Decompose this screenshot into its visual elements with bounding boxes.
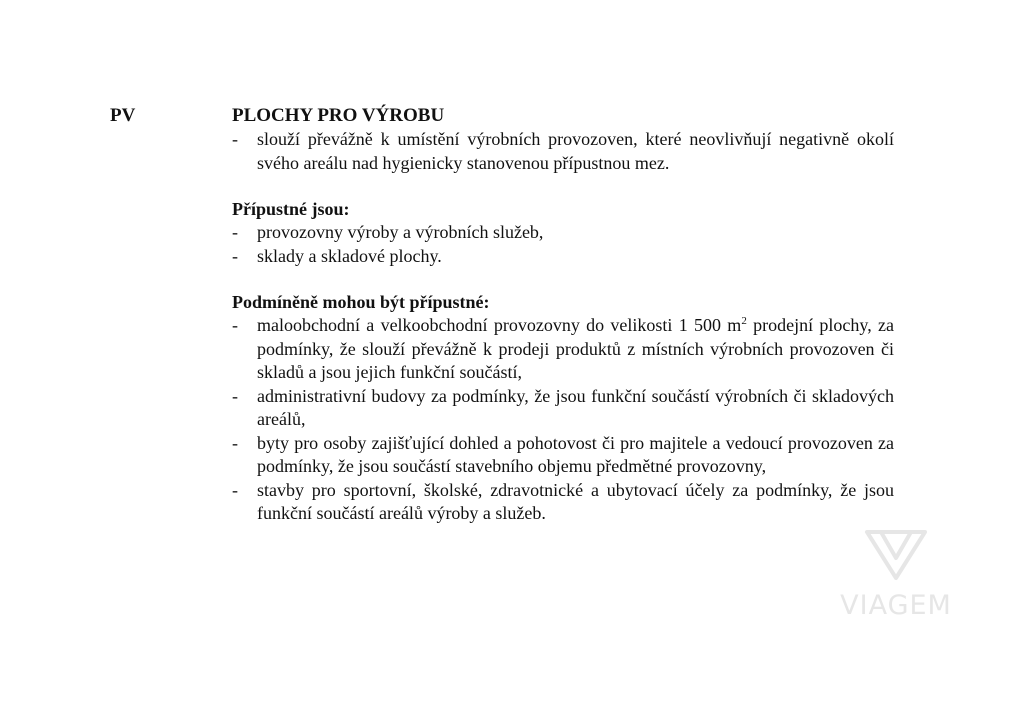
list-dash: - <box>232 222 238 242</box>
conditional-item-text-part: prodejní plochy, za podmínky, že slouží převážně k prodeji produktů z místních výrobních provozoven či skladů a jsou jejich funkční součástí, <box>257 315 894 382</box>
list-item <box>232 385 894 432</box>
list-item <box>232 245 894 269</box>
list-dash: - <box>232 129 238 149</box>
list-dash: - <box>232 432 238 453</box>
list-item <box>232 314 894 385</box>
permitted-section <box>232 197 894 268</box>
conditional-item-text: byty pro osoby zajišťující dohled a pohotovost či pro majitele a vedoucí provozoven za podmínky, že jsou součástí stavebního objemu předmětné provozovny, <box>257 432 894 476</box>
conditional-item-text: administrativní budovy za podmínky, že jsou funkční součástí výrobních či skladových areálů, <box>257 385 894 429</box>
list-dash: - <box>232 245 238 266</box>
conditional-item-text-part: maloobchodní a velkoobchodní provozovny do velikosti 1 500 m <box>257 315 742 335</box>
list-dash: - <box>232 479 238 500</box>
list-item <box>232 479 894 526</box>
permitted-item-text: provozovny výroby a výrobních služeb, <box>257 222 544 242</box>
permitted-list <box>232 221 894 268</box>
zone-description: slouží převážně k umístění výrobních provozoven, které neovlivňují negativně okolí svého areálu nad hygienicky stanovenou přípustnou mez. <box>257 129 894 173</box>
list-dash: - <box>232 385 238 406</box>
document-content <box>232 104 894 526</box>
zone-section <box>232 104 894 175</box>
zone-title: PLOCHY PRO VÝROBU <box>232 105 445 126</box>
conditional-section <box>232 290 894 526</box>
list-item <box>232 128 894 175</box>
permitted-item-text: sklady a skladové plochy. <box>257 245 442 266</box>
zone-description-list <box>232 128 894 175</box>
conditional-list <box>232 314 894 526</box>
conditional-item-text: stavby pro sportovní, školské, zdravotnické a ubytovací účely za podmínky, že jsou funkční součástí areálů výroby a služeb. <box>257 479 894 523</box>
zone-code: PV <box>110 105 136 126</box>
conditional-heading: Podmíněně mohou být přípustné: <box>232 292 490 312</box>
permitted-heading: Přípustné jsou: <box>232 199 350 219</box>
watermark-text: VIAGEM <box>840 590 952 621</box>
diamond-logo-icon <box>861 524 931 584</box>
list-item <box>232 432 894 479</box>
watermark <box>816 524 976 634</box>
superscript-exponent: 2 <box>741 315 747 327</box>
list-dash: - <box>232 315 238 335</box>
list-item <box>232 221 894 245</box>
